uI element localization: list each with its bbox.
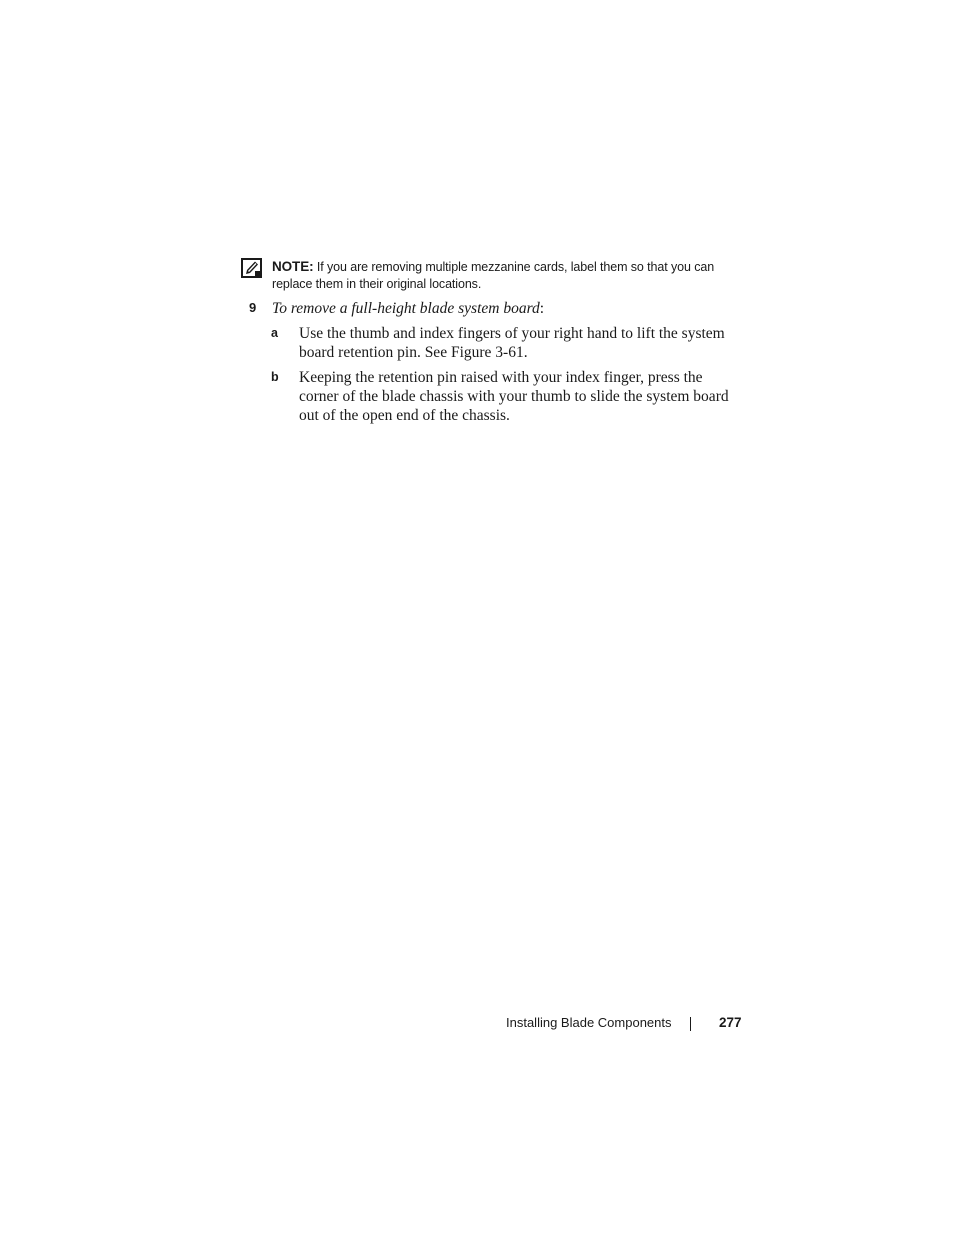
substep-letter: b: [271, 370, 279, 384]
step-number: 9: [249, 300, 257, 315]
step-9: [249, 299, 744, 318]
page-number: 277: [719, 1015, 742, 1030]
page-footer: [506, 1015, 746, 1035]
substep-letter: a: [271, 326, 278, 340]
step-title: To remove a full-height blade system board: [272, 300, 540, 317]
footer-section-title: Installing Blade Components: [506, 1015, 672, 1030]
note-body: If you are removing multiple mezzanine cards, label them so that you can replace them in their original locations.: [272, 260, 715, 291]
note-text: [272, 258, 741, 293]
substep-b: [271, 368, 741, 425]
footer-separator: [690, 1017, 691, 1031]
note-pencil-icon: [241, 258, 262, 278]
note-block: [241, 258, 741, 293]
substep-text: Keeping the retention pin raised with your index finger, press the corner of the blade chassis with your thumb to slide the system board out of the open end of the chassis.: [299, 369, 729, 424]
note-label: NOTE:: [272, 259, 314, 274]
step-text: [272, 299, 744, 318]
substep-a: [271, 324, 741, 362]
substep-text: Use the thumb and index fingers of your right hand to lift the system board retention pin. See Figure 3-61.: [299, 325, 725, 361]
step-suffix: :: [539, 300, 545, 317]
